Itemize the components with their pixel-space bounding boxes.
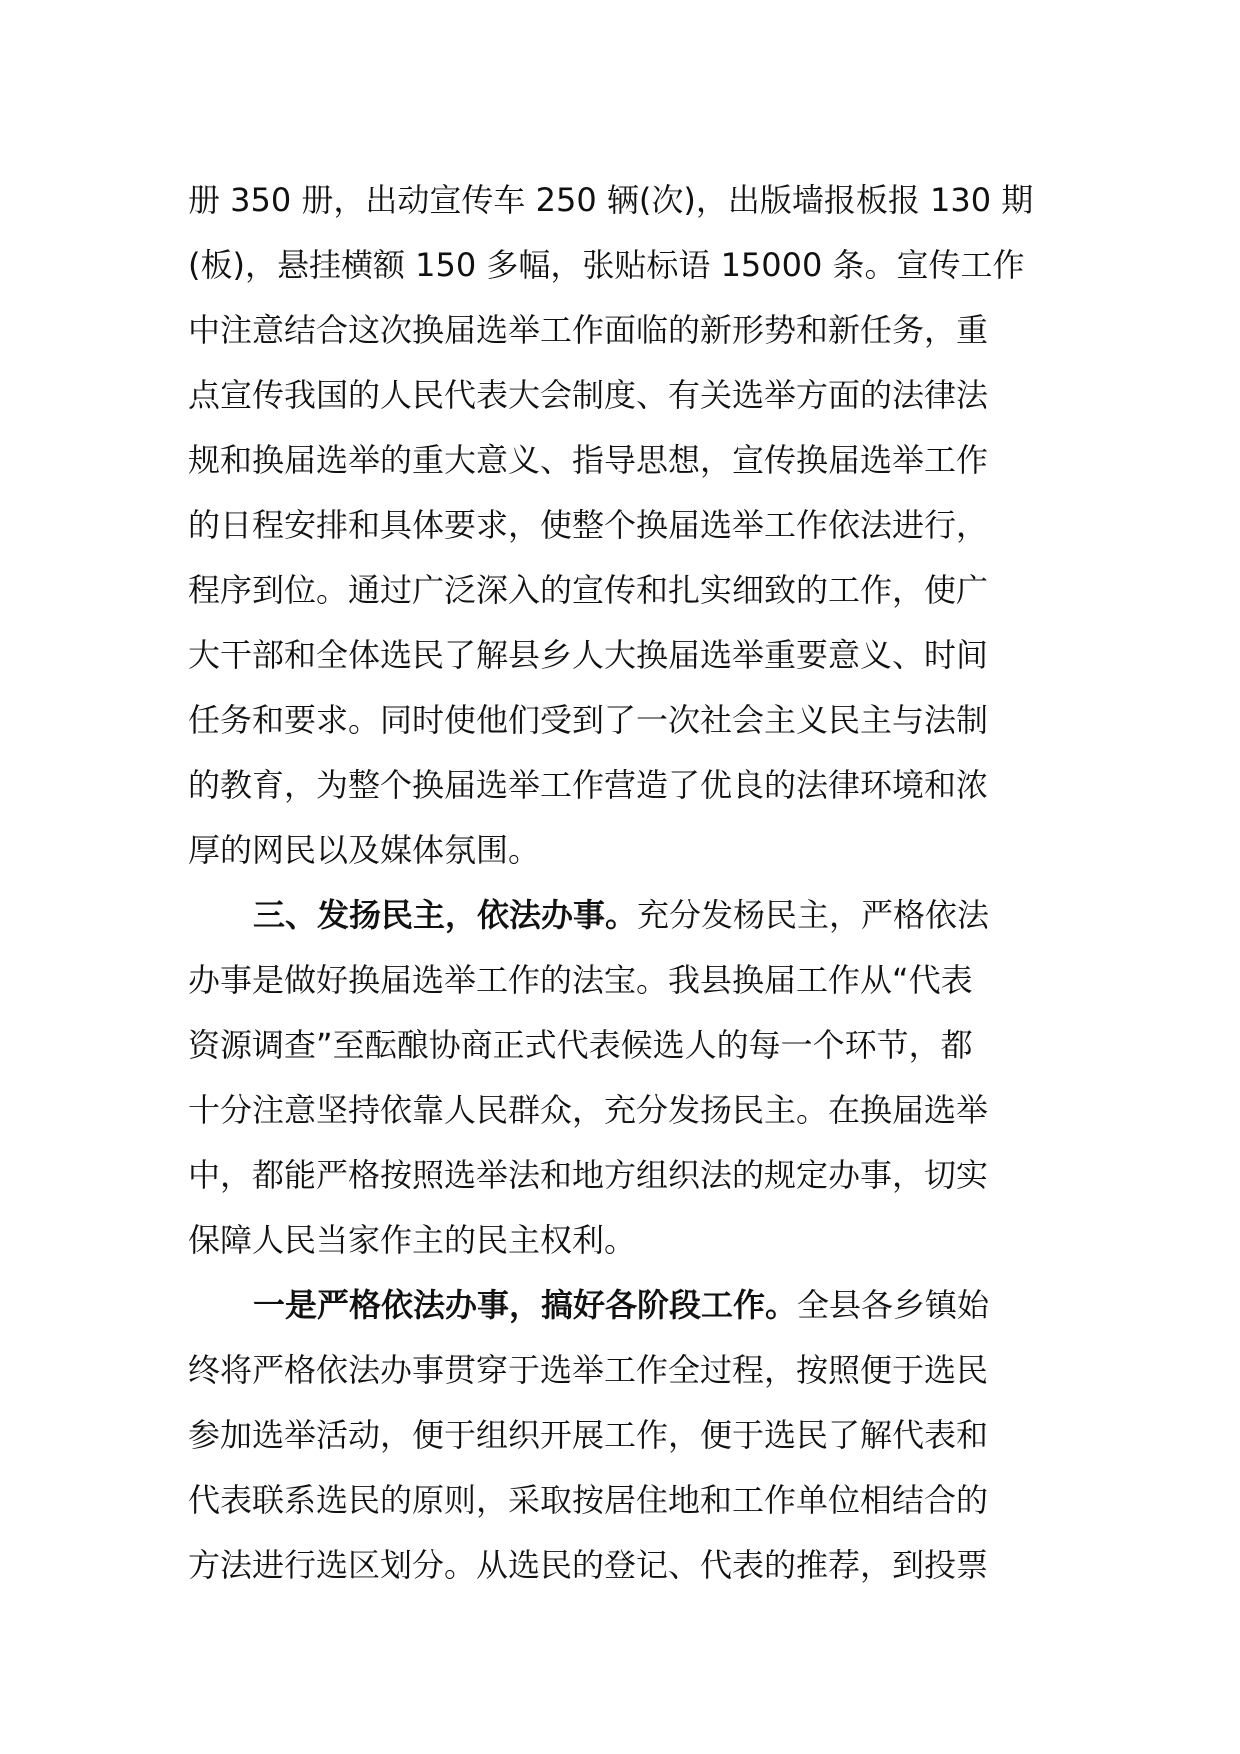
subsection-heading-line	[188, 1273, 1054, 1338]
text-line: 代表联系选民的原则，采取按居住地和工作单位相结合的	[188, 1481, 989, 1519]
text-line: 的教育，为整个换届选举工作营造了优良的法律环境和浓	[188, 766, 989, 804]
text-line: 厚的网民以及媒体氛围。	[188, 831, 541, 869]
text-line: 中注意结合这次换届选举工作面临的新形势和新任务，重	[188, 311, 989, 349]
subsection-heading-text: 全县各乡镇始	[797, 1286, 990, 1324]
text-line: 终将严格依法办事贯穿于选举工作全过程，按照便于选民	[188, 1351, 989, 1389]
text-line: 大干部和全体选民了解县乡人大换届选举重要意义、时间	[188, 636, 989, 674]
section-heading-line	[188, 883, 1054, 948]
text-line: 资源调查”至酝酿协商正式代表候选人的每一个环节，都	[188, 1026, 973, 1064]
subsection-heading: 一是严格依法办事，搞好各阶段工作。	[253, 1286, 798, 1324]
text-line: (板)，悬挂横额 150 多幅，张贴标语 15000 条。宣传工作	[188, 246, 1025, 284]
text-line: 程序到位。通过广泛深入的宣传和扎实细致的工作，使广	[188, 571, 989, 609]
text-line: 的日程安排和具体要求，使整个换届选举工作依法进行，	[188, 506, 989, 544]
text-line: 中，都能严格按照选举法和地方组织法的规定办事，切实	[188, 1156, 989, 1194]
text-line: 册 350 册，出动宣传车 250 辆(次)，出版墙报板报 130 期	[188, 181, 1034, 219]
text-line: 点宣传我国的人民代表大会制度、有关选举方面的法律法	[188, 376, 989, 414]
text-line: 办事是做好换届选举工作的法宝。我县换届工作从“代表	[188, 961, 973, 999]
section-heading: 三、发扬民主，依法办事。	[253, 896, 638, 934]
text-line: 规和换届选举的重大意义、指导思想，宣传换届选举工作	[188, 441, 989, 479]
document-body	[188, 168, 1054, 1598]
text-line: 任务和要求。同时使他们受到了一次社会主义民主与法制	[188, 701, 989, 739]
text-line: 方法进行选区划分。从选民的登记、代表的推荐，到投票	[188, 1546, 989, 1584]
section-heading-text: 充分发杨民主，严格依法	[637, 896, 990, 934]
text-line: 保障人民当家作主的民主权利。	[188, 1221, 637, 1259]
text-line: 十分注意坚持依靠人民群众，充分发扬民主。在换届选举	[188, 1091, 989, 1129]
text-line: 参加选举活动，便于组织开展工作，便于选民了解代表和	[188, 1416, 989, 1454]
